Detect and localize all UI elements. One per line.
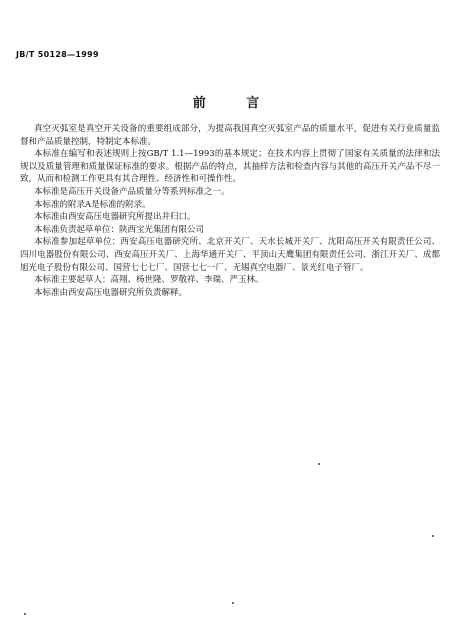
paragraph-appendix: 本标准的附录A是标准的附录。 <box>34 199 151 210</box>
paragraph-participating-units: 本标准参加起草单位：西安高压电器研究所、北京开关厂、天水长城开关厂、沈阳高压开关有限责任公司、四川电器股份有限公司、西安高压开关厂、上海华通开关厂、平顶山天鹰集团有限责任公司、浙江开关厂、成都旭光电子股份有限公司、国营七七七厂、国营七七一厂、无锡真空电器厂、景光红电子管厂。 <box>20 237 440 273</box>
paragraph-series: 本标准是高压开关设备产品质量分等系列标准之一。 <box>34 186 230 197</box>
foreword-body <box>20 123 440 299</box>
scan-speck <box>432 535 434 537</box>
paragraph-main-drafters: 本标准主要起草人：高翔、杨世隆、罗敬祥、李瑞、严玉林。 <box>34 275 264 286</box>
scan-speck <box>24 613 26 615</box>
paragraph-proposer: 本标准由西安高压电器研究所提出并归口。 <box>34 212 196 223</box>
scan-speck <box>318 463 320 465</box>
paragraph-lead-drafter: 本标准负责起草单位：陕西宝光集团有限公司 <box>34 224 205 235</box>
standard-number: JB/T 50128—1999 <box>16 50 99 59</box>
paragraph-drafting-rules: 本标准在编写和表述规则上按GB/T 1.1—1993的基本规定；在技术内容上贯彻了国家有关质量的法律和法规以及质量管理和质量保证标准的要求。根据产品的特点，其抽样方法和检查内容与其他的高压开关产品不尽一致，从而和检测工作更具有其合理性、经济性和可操作性。 <box>20 149 440 185</box>
scan-speck <box>232 602 234 604</box>
paragraph-intro: 真空灭弧室是真空开关设备的重要组成部分，为提高我国真空灭弧室产品的质量水平，促进有关行业质量监督和产品质量控制，特制定本标准。 <box>20 124 440 147</box>
paragraph-interpretation: 本标准由西安高压电器研究所负责解释。 <box>34 287 188 298</box>
page-title: 前 言 <box>192 96 278 111</box>
